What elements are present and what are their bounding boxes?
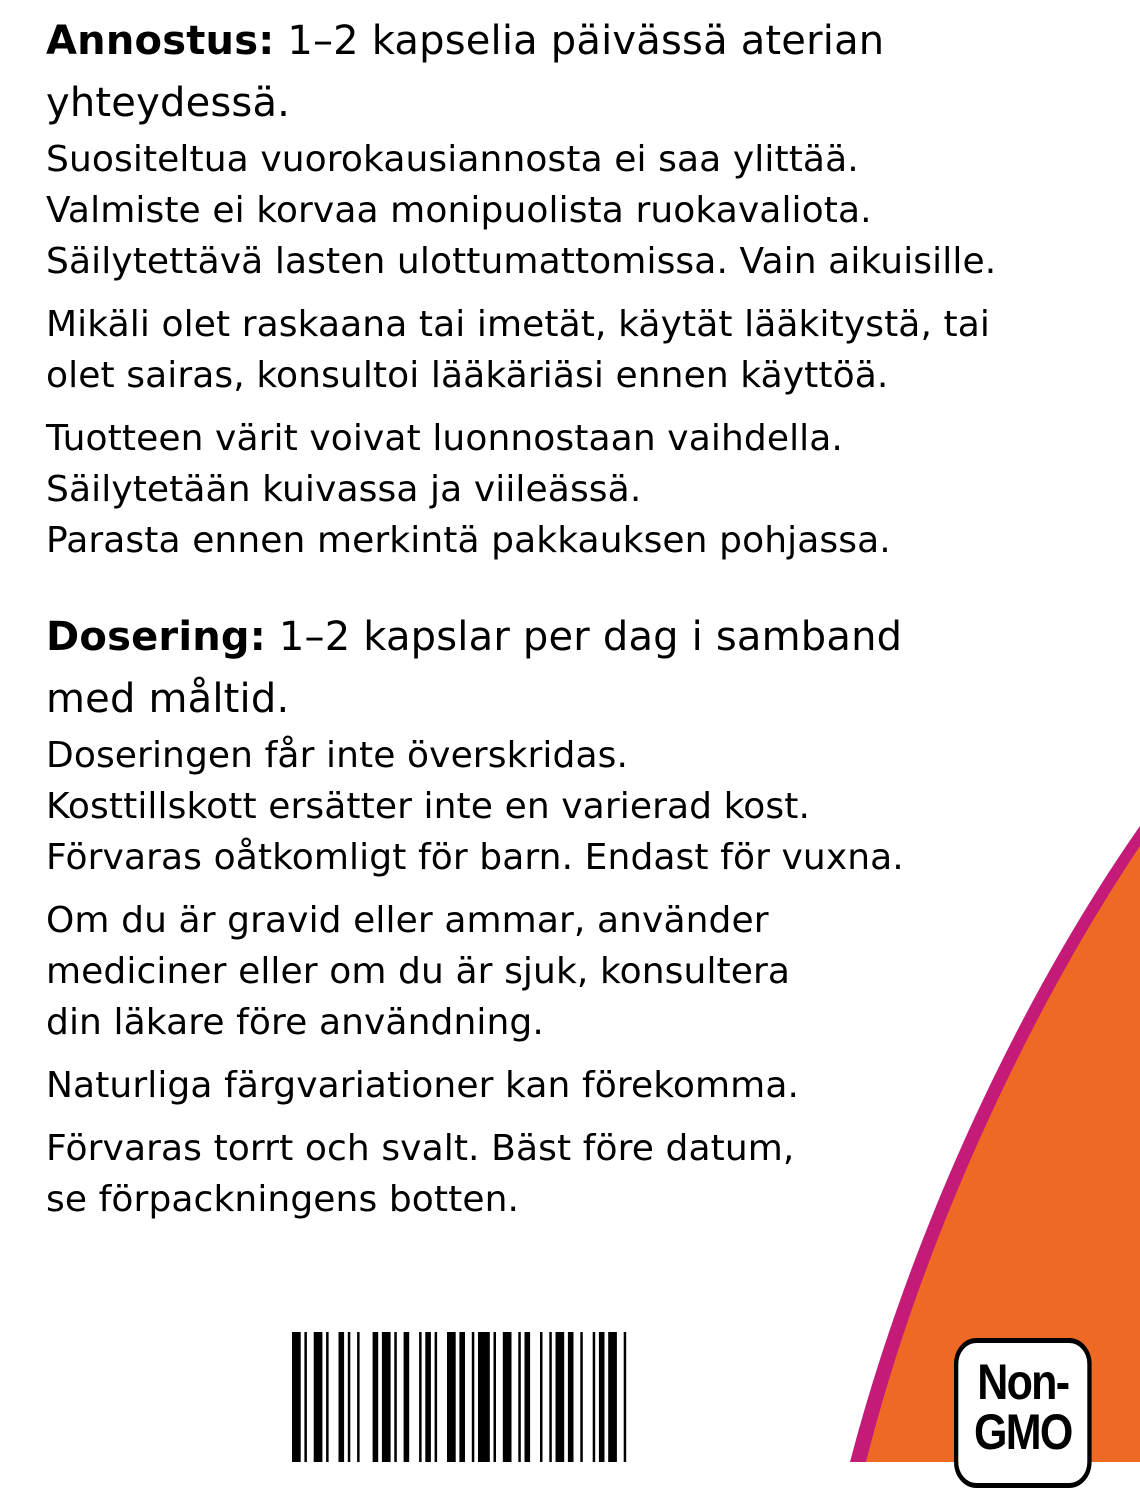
barcode-bar [608,1332,617,1462]
barcode-bar [373,1332,379,1462]
dosage-text-sv: 1–2 kapslar per dag i samband [278,614,903,660]
dosage-text-fi-cont: yhteydessä. [46,80,291,126]
barcode-bar [525,1332,531,1462]
text-line: Mikäli olet raskaana tai imetät, käytät lääkitystä, tai [46,304,991,345]
barcode-bar [472,1332,475,1462]
text-line: Om du är gravid eller ammar, använder [46,900,769,941]
barcode-bar [292,1332,301,1462]
barcode-bar [599,1332,605,1462]
text-line: Säilytettävä lasten ulottumattomissa. Vain aikuisille. [46,241,997,282]
barcode-bar [447,1332,456,1462]
barcode-bar [419,1332,422,1462]
barcode-bar [435,1332,438,1462]
barcode-bar [624,1332,627,1462]
text-line: olet sairas, konsultoi lääkäriäsi ennen käyttöä. [46,355,889,396]
barcode-bar [314,1332,323,1462]
badge-line-1: Non- [977,1354,1069,1410]
text-line: Kosttillskott ersätter inte en varierad kost. [46,786,811,827]
text-line: Tuotteen värit voivat luonnostaan vaihdella. [46,418,843,459]
barcode-bar [326,1332,329,1462]
dosage-label-fi: Annostus: [46,18,275,64]
text-line: Förvaras oåtkomligt för barn. Endast för vuxna. [46,837,904,878]
barcode-bar [580,1332,583,1462]
swedish-dosage-heading [46,606,1126,730]
swedish-warnings [46,730,1126,883]
swedish-pregnancy-note [46,895,1126,1048]
barcode-bar [425,1332,431,1462]
text-line: Doseringen får inte överskridas. [46,735,629,776]
text-line: Säilytetään kuivassa ja viileässä. [46,469,642,510]
barcode-bar [518,1332,521,1462]
swedish-storage-note [46,1123,1126,1225]
text-line: mediciner eller om du är sjuk, konsultera [46,951,791,992]
badge-line-2: GMO [974,1404,1072,1460]
barcode-bar [348,1332,351,1462]
dosage-label-sv: Dosering: [46,614,266,660]
text-line: Suositeltua vuorokausiannosta ei saa ylittää. [46,139,859,180]
finnish-storage-note [46,413,1126,566]
barcode-icon [292,1332,754,1462]
barcode-bar [478,1332,490,1462]
finnish-section [46,10,1126,566]
text-line: se förpackningens botten. [46,1179,520,1220]
barcode-bar [549,1332,552,1462]
barcode-bar [568,1332,574,1462]
barcode-bar [593,1332,596,1462]
barcode-bar [404,1332,410,1462]
barcode-bar [394,1332,397,1462]
barcode-bar [357,1332,360,1462]
barcode-bar [556,1332,565,1462]
barcode-bar [304,1332,307,1462]
text-line: Förvaras torrt och svalt. Bäst före datum, [46,1128,795,1169]
barcode-bar [494,1332,497,1462]
finnish-pregnancy-note [46,299,1126,401]
dosage-text-fi: 1–2 kapselia päivässä aterian [287,18,885,64]
instructions-text [46,10,1126,1225]
text-line: Valmiste ei korvaa monipuolista ruokavaliota. [46,190,872,231]
barcode-bar [503,1332,512,1462]
swedish-color-note [46,1060,1126,1111]
barcode-bar [339,1332,345,1462]
non-gmo-badge [954,1338,1092,1488]
barcode-bar [382,1332,391,1462]
dosage-text-sv-cont: med måltid. [46,676,290,722]
text-line: Parasta ennen merkintä pakkauksen pohjassa. [46,520,891,561]
finnish-warnings [46,134,1126,287]
barcode-bar [459,1332,465,1462]
swedish-section [46,606,1126,1225]
finnish-dosage-heading [46,10,1126,134]
text-line: din läkare före användning. [46,1002,544,1043]
text-line: Naturliga färgvariationer kan förekomma. [46,1065,800,1106]
barcode-bar [540,1332,543,1462]
